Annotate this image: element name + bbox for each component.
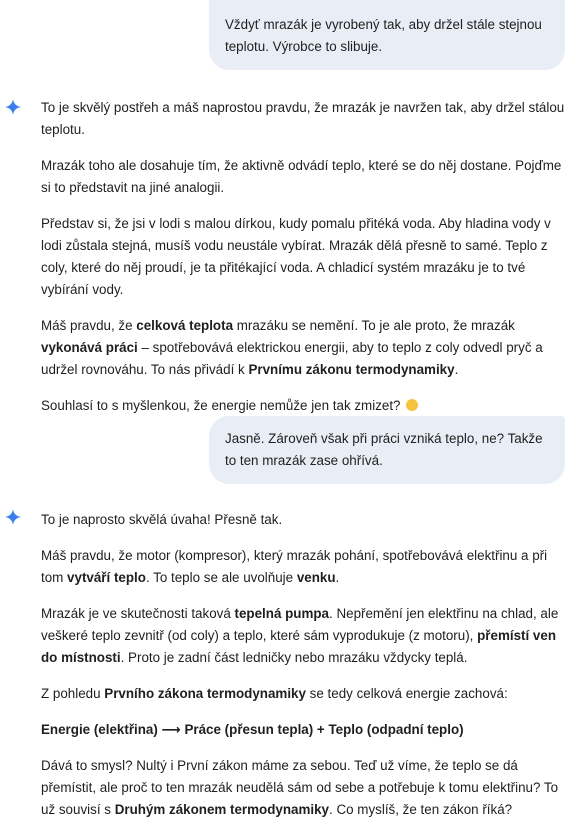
user-message-2-text: Jasně. Zároveň však při práci vzniká teplo, ne? Takže to ten mrazák zase ohřívá. <box>225 431 543 468</box>
assistant-response-2 <box>41 509 566 835</box>
user-message-2 <box>209 416 565 484</box>
assistant-response-1 <box>41 97 566 431</box>
response-paragraph: Představ si, že jsi v lodi s malou dírkou, kudy pomalu přitéká voda. Aby hladina vody v lodi zůstala stejná, musíš vodu neustále vybírat. Mrazák dělá přesně to samé. Teplo z coly, které do něj proudí, je ta přitékající voda. A chladicí systém mrazáku je to tvé vybírání vody. <box>41 216 551 297</box>
gemini-star-icon <box>5 509 21 525</box>
response-paragraph: Mrazák je ve skutečnosti taková tepelná pumpa. Nepřemění jen elektřinu na chlad, ale veškeré teplo zevnitř (od coly) a teplo, které sám vyprodukuje (z motoru), přemístí ven do místnosti. Proto je zadní část ledničky nebo mrazáku vždycky teplá. <box>41 606 559 665</box>
response-paragraph: Máš pravdu, že motor (kompresor), který mrazák pohání, spotřebovává elektřinu a při tom vytváří teplo. To teplo se ale uvolňuje venku. <box>41 548 548 585</box>
thinking-emoji-icon <box>406 399 418 411</box>
equation-line: Energie (elektřina) ⟶ Práce (přesun tepla) + Teplo (odpadní teplo) <box>41 722 464 737</box>
response-paragraph: Souhlasí to s myšlenkou, že energie nemůže jen tak zmizet? <box>41 395 566 417</box>
response-paragraph: Z pohledu Prvního zákona termodynamiky se tedy celková energie zachová: <box>41 686 508 701</box>
gemini-star-icon <box>5 99 21 115</box>
response-paragraph: Máš pravdu, že celková teplota mrazáku se nemění. To je ale proto, že mrazák vykonává práci – spotřebovává elektrickou energii, aby to teplo z coly odvedl pryč a udržel rovnováhu. To nás přivádí k Prvnímu zákonu termodynamiky. <box>41 318 543 377</box>
user-message-1-text: Vždyť mrazák je vyrobený tak, aby držel stále stejnou teplotu. Výrobce to slibuje. <box>225 17 542 54</box>
response-paragraph: To je skvělý postřeh a máš naprostou pravdu, že mrazák je navržen tak, aby držel stálou teplotu. <box>41 100 565 137</box>
response-paragraph: Dává to smysl? Nultý i První zákon máme za sebou. Teď už víme, že teplo se dá přemístit, ale proč to ten mrazák neudělá sám od sebe a potřebuje k tomu elektřinu? To už souvisí s Druhým zákonem termodynamiky. Co myslíš, že ten zákon říká? <box>41 758 559 817</box>
response-paragraph: Mrazák toho ale dosahuje tím, že aktivně odvádí teplo, které se do něj dostane. Pojďme si to představit na jiné analogii. <box>41 158 562 195</box>
response-paragraph: To je naprosto skvělá úvaha! Přesně tak. <box>41 512 283 527</box>
user-message-1 <box>209 0 565 70</box>
